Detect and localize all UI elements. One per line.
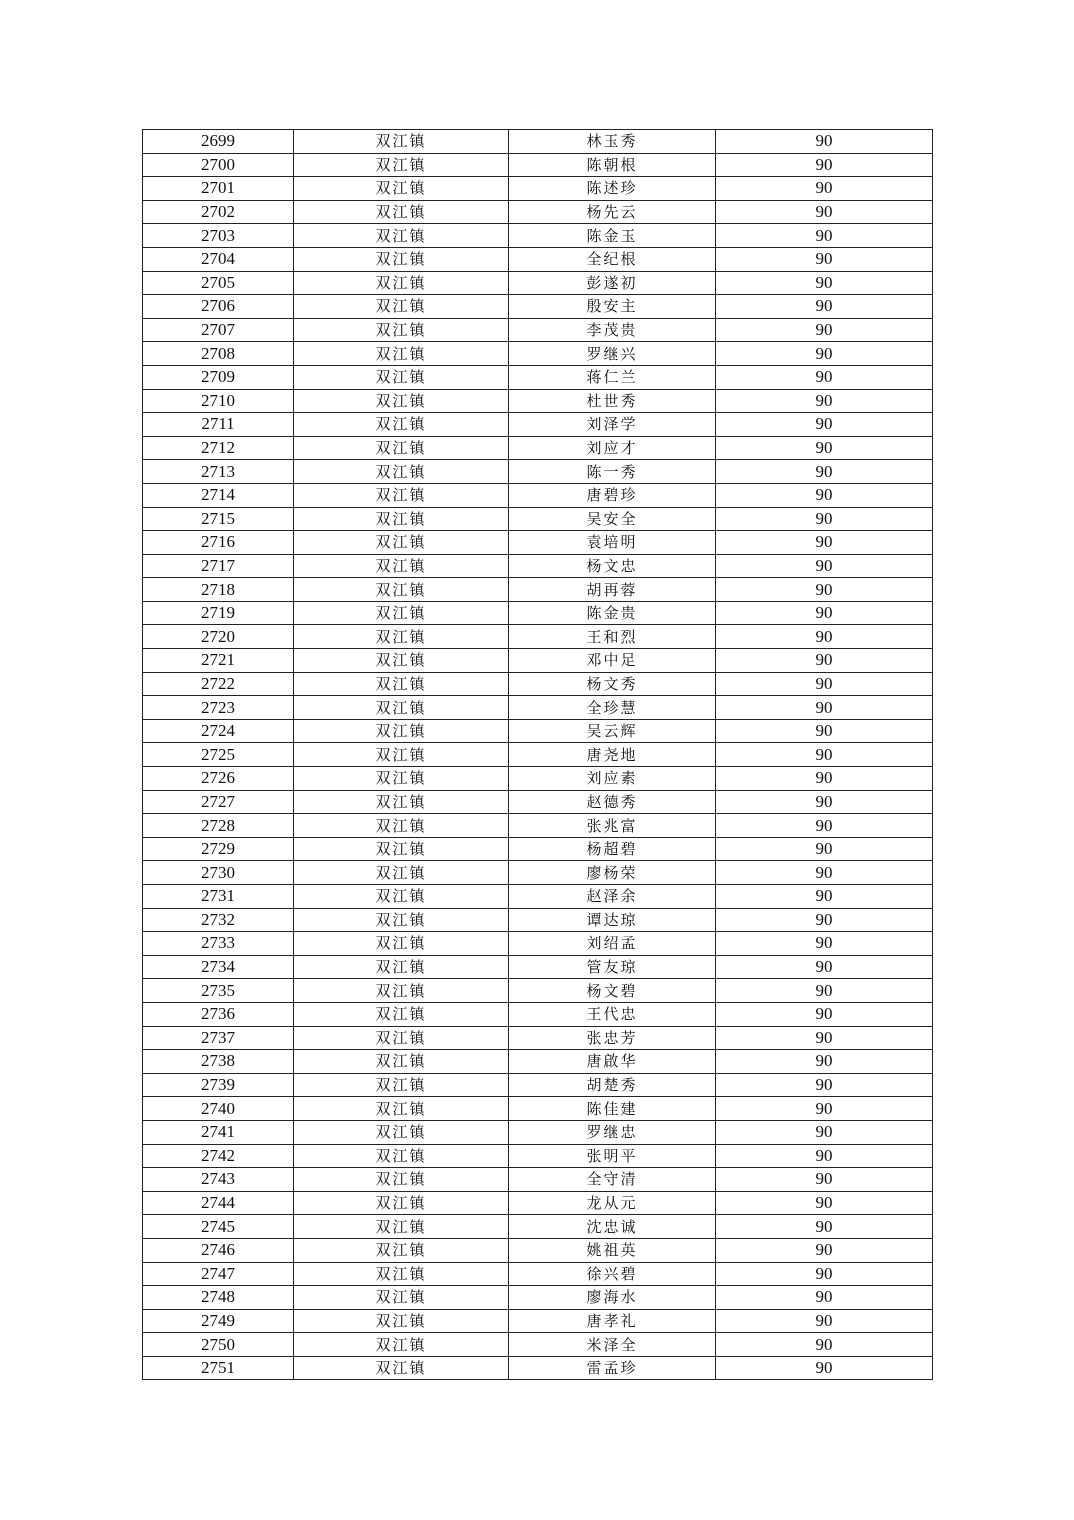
value-cell: 90 — [716, 578, 933, 602]
town-cell: 双江镇 — [294, 696, 509, 720]
person-name-cell: 刘泽学 — [509, 413, 716, 437]
table-row — [143, 1097, 933, 1121]
town-cell: 双江镇 — [294, 861, 509, 885]
town-cell: 双江镇 — [294, 1262, 509, 1286]
person-name-cell: 赵泽余 — [509, 885, 716, 909]
town-cell: 双江镇 — [294, 436, 509, 460]
table-row — [143, 649, 933, 673]
table-row — [143, 177, 933, 201]
serial-number-cell: 2727 — [143, 790, 294, 814]
table-row — [143, 696, 933, 720]
value-cell: 90 — [716, 767, 933, 791]
town-cell: 双江镇 — [294, 1238, 509, 1262]
value-cell: 90 — [716, 649, 933, 673]
town-cell: 双江镇 — [294, 649, 509, 673]
serial-number-cell: 2750 — [143, 1333, 294, 1357]
value-cell: 90 — [716, 1356, 933, 1380]
person-name-cell: 张忠芳 — [509, 1026, 716, 1050]
serial-number-cell: 2708 — [143, 342, 294, 366]
table-row — [143, 625, 933, 649]
value-cell: 90 — [716, 908, 933, 932]
table-row — [143, 1026, 933, 1050]
table-row — [143, 932, 933, 956]
serial-number-cell: 2709 — [143, 365, 294, 389]
serial-number-cell: 2735 — [143, 979, 294, 1003]
town-cell: 双江镇 — [294, 814, 509, 838]
value-cell: 90 — [716, 672, 933, 696]
table-row — [143, 1238, 933, 1262]
value-cell: 90 — [716, 507, 933, 531]
serial-number-cell: 2731 — [143, 885, 294, 909]
serial-number-cell: 2739 — [143, 1073, 294, 1097]
table-row — [143, 814, 933, 838]
serial-number-cell: 2722 — [143, 672, 294, 696]
person-name-cell: 殷安主 — [509, 295, 716, 319]
person-name-cell: 彭遂初 — [509, 271, 716, 295]
value-cell: 90 — [716, 1073, 933, 1097]
table-row — [143, 601, 933, 625]
value-cell: 90 — [716, 318, 933, 342]
person-name-cell: 陈一秀 — [509, 460, 716, 484]
town-cell: 双江镇 — [294, 295, 509, 319]
person-name-cell: 雷孟珍 — [509, 1356, 716, 1380]
table-row — [143, 531, 933, 555]
town-cell: 双江镇 — [294, 1286, 509, 1310]
serial-number-cell: 2712 — [143, 436, 294, 460]
town-cell: 双江镇 — [294, 932, 509, 956]
person-name-cell: 胡再蓉 — [509, 578, 716, 602]
serial-number-cell: 2705 — [143, 271, 294, 295]
table-row — [143, 318, 933, 342]
table-row — [143, 578, 933, 602]
serial-number-cell: 2721 — [143, 649, 294, 673]
person-name-cell: 陈佳建 — [509, 1097, 716, 1121]
serial-number-cell: 2728 — [143, 814, 294, 838]
person-name-cell: 沈忠诚 — [509, 1215, 716, 1239]
value-cell: 90 — [716, 1168, 933, 1192]
value-cell: 90 — [716, 1120, 933, 1144]
table-row — [143, 908, 933, 932]
value-cell: 90 — [716, 1215, 933, 1239]
serial-number-cell: 2724 — [143, 719, 294, 743]
town-cell: 双江镇 — [294, 625, 509, 649]
value-cell: 90 — [716, 1144, 933, 1168]
person-name-cell: 杨超碧 — [509, 837, 716, 861]
serial-number-cell: 2725 — [143, 743, 294, 767]
serial-number-cell: 2745 — [143, 1215, 294, 1239]
person-name-cell: 杨文秀 — [509, 672, 716, 696]
value-cell: 90 — [716, 247, 933, 271]
table-row — [143, 460, 933, 484]
serial-number-cell: 2734 — [143, 955, 294, 979]
person-name-cell: 唐啟华 — [509, 1050, 716, 1074]
serial-number-cell: 2751 — [143, 1356, 294, 1380]
person-name-cell: 吴安全 — [509, 507, 716, 531]
serial-number-cell: 2747 — [143, 1262, 294, 1286]
value-cell: 90 — [716, 177, 933, 201]
town-cell: 双江镇 — [294, 719, 509, 743]
value-cell: 90 — [716, 932, 933, 956]
serial-number-cell: 2723 — [143, 696, 294, 720]
town-cell: 双江镇 — [294, 1191, 509, 1215]
serial-number-cell: 2704 — [143, 247, 294, 271]
town-cell: 双江镇 — [294, 1097, 509, 1121]
value-cell: 90 — [716, 413, 933, 437]
value-cell: 90 — [716, 1097, 933, 1121]
serial-number-cell: 2744 — [143, 1191, 294, 1215]
value-cell: 90 — [716, 837, 933, 861]
person-name-cell: 杨文忠 — [509, 554, 716, 578]
table-row — [143, 200, 933, 224]
value-cell: 90 — [716, 861, 933, 885]
town-cell: 双江镇 — [294, 247, 509, 271]
town-cell: 双江镇 — [294, 318, 509, 342]
town-cell: 双江镇 — [294, 153, 509, 177]
person-name-cell: 杨先云 — [509, 200, 716, 224]
roster-table-body — [143, 130, 933, 1380]
serial-number-cell: 2716 — [143, 531, 294, 555]
table-row — [143, 436, 933, 460]
person-name-cell: 赵德秀 — [509, 790, 716, 814]
table-row — [143, 837, 933, 861]
person-name-cell: 罗继忠 — [509, 1120, 716, 1144]
person-name-cell: 唐尧地 — [509, 743, 716, 767]
value-cell: 90 — [716, 979, 933, 1003]
serial-number-cell: 2710 — [143, 389, 294, 413]
serial-number-cell: 2726 — [143, 767, 294, 791]
person-name-cell: 龙从元 — [509, 1191, 716, 1215]
person-name-cell: 陈朝根 — [509, 153, 716, 177]
town-cell: 双江镇 — [294, 743, 509, 767]
town-cell: 双江镇 — [294, 1144, 509, 1168]
town-cell: 双江镇 — [294, 342, 509, 366]
serial-number-cell: 2714 — [143, 483, 294, 507]
serial-number-cell: 2701 — [143, 177, 294, 201]
table-row — [143, 1168, 933, 1192]
value-cell: 90 — [716, 601, 933, 625]
serial-number-cell: 2740 — [143, 1097, 294, 1121]
value-cell: 90 — [716, 1026, 933, 1050]
value-cell: 90 — [716, 531, 933, 555]
town-cell: 双江镇 — [294, 790, 509, 814]
town-cell: 双江镇 — [294, 177, 509, 201]
town-cell: 双江镇 — [294, 554, 509, 578]
serial-number-cell: 2736 — [143, 1002, 294, 1026]
town-cell: 双江镇 — [294, 1356, 509, 1380]
person-name-cell: 李茂贵 — [509, 318, 716, 342]
serial-number-cell: 2717 — [143, 554, 294, 578]
value-cell: 90 — [716, 1309, 933, 1333]
value-cell: 90 — [716, 271, 933, 295]
table-row — [143, 955, 933, 979]
serial-number-cell: 2699 — [143, 130, 294, 154]
person-name-cell: 邓中足 — [509, 649, 716, 673]
person-name-cell: 唐碧珍 — [509, 483, 716, 507]
serial-number-cell: 2746 — [143, 1238, 294, 1262]
town-cell: 双江镇 — [294, 1333, 509, 1357]
table-row — [143, 554, 933, 578]
value-cell: 90 — [716, 1191, 933, 1215]
person-name-cell: 陈述珍 — [509, 177, 716, 201]
person-name-cell: 谭达琼 — [509, 908, 716, 932]
person-name-cell: 袁培明 — [509, 531, 716, 555]
person-name-cell: 刘绍孟 — [509, 932, 716, 956]
town-cell: 双江镇 — [294, 578, 509, 602]
table-row — [143, 885, 933, 909]
serial-number-cell: 2729 — [143, 837, 294, 861]
value-cell: 90 — [716, 554, 933, 578]
table-row — [143, 1050, 933, 1074]
serial-number-cell: 2733 — [143, 932, 294, 956]
table-row — [143, 790, 933, 814]
table-row — [143, 979, 933, 1003]
serial-number-cell: 2738 — [143, 1050, 294, 1074]
value-cell: 90 — [716, 483, 933, 507]
table-row — [143, 861, 933, 885]
table-row — [143, 271, 933, 295]
table-row — [143, 767, 933, 791]
serial-number-cell: 2711 — [143, 413, 294, 437]
person-name-cell: 陈金贵 — [509, 601, 716, 625]
value-cell: 90 — [716, 224, 933, 248]
table-row — [143, 1073, 933, 1097]
person-name-cell: 蒋仁兰 — [509, 365, 716, 389]
town-cell: 双江镇 — [294, 885, 509, 909]
value-cell: 90 — [716, 955, 933, 979]
town-cell: 双江镇 — [294, 507, 509, 531]
serial-number-cell: 2702 — [143, 200, 294, 224]
person-name-cell: 唐孝礼 — [509, 1309, 716, 1333]
person-name-cell: 廖杨荣 — [509, 861, 716, 885]
town-cell: 双江镇 — [294, 1002, 509, 1026]
person-name-cell: 吴云辉 — [509, 719, 716, 743]
serial-number-cell: 2748 — [143, 1286, 294, 1310]
town-cell: 双江镇 — [294, 531, 509, 555]
serial-number-cell: 2718 — [143, 578, 294, 602]
town-cell: 双江镇 — [294, 1309, 509, 1333]
table-row — [143, 224, 933, 248]
table-row — [143, 1215, 933, 1239]
person-name-cell: 张兆富 — [509, 814, 716, 838]
person-name-cell: 罗继兴 — [509, 342, 716, 366]
table-row — [143, 1333, 933, 1357]
town-cell: 双江镇 — [294, 767, 509, 791]
value-cell: 90 — [716, 719, 933, 743]
value-cell: 90 — [716, 743, 933, 767]
town-cell: 双江镇 — [294, 200, 509, 224]
serial-number-cell: 2741 — [143, 1120, 294, 1144]
town-cell: 双江镇 — [294, 389, 509, 413]
person-name-cell: 陈金玉 — [509, 224, 716, 248]
table-row — [143, 507, 933, 531]
town-cell: 双江镇 — [294, 271, 509, 295]
table-row — [143, 389, 933, 413]
serial-number-cell: 2737 — [143, 1026, 294, 1050]
person-name-cell: 廖海水 — [509, 1286, 716, 1310]
person-name-cell: 米泽全 — [509, 1333, 716, 1357]
town-cell: 双江镇 — [294, 460, 509, 484]
value-cell: 90 — [716, 389, 933, 413]
town-cell: 双江镇 — [294, 1026, 509, 1050]
table-row — [143, 1002, 933, 1026]
table-row — [143, 672, 933, 696]
value-cell: 90 — [716, 1050, 933, 1074]
table-row — [143, 247, 933, 271]
town-cell: 双江镇 — [294, 130, 509, 154]
value-cell: 90 — [716, 130, 933, 154]
person-name-cell: 林玉秀 — [509, 130, 716, 154]
value-cell: 90 — [716, 153, 933, 177]
town-cell: 双江镇 — [294, 979, 509, 1003]
serial-number-cell: 2719 — [143, 601, 294, 625]
value-cell: 90 — [716, 885, 933, 909]
serial-number-cell: 2713 — [143, 460, 294, 484]
town-cell: 双江镇 — [294, 955, 509, 979]
value-cell: 90 — [716, 625, 933, 649]
town-cell: 双江镇 — [294, 1215, 509, 1239]
town-cell: 双江镇 — [294, 1168, 509, 1192]
serial-number-cell: 2742 — [143, 1144, 294, 1168]
person-name-cell: 张明平 — [509, 1144, 716, 1168]
value-cell: 90 — [716, 1002, 933, 1026]
table-row — [143, 1191, 933, 1215]
town-cell: 双江镇 — [294, 365, 509, 389]
person-name-cell: 管友琼 — [509, 955, 716, 979]
table-row — [143, 153, 933, 177]
person-name-cell: 刘应才 — [509, 436, 716, 460]
table-row — [143, 743, 933, 767]
person-name-cell: 徐兴碧 — [509, 1262, 716, 1286]
value-cell: 90 — [716, 460, 933, 484]
table-row — [143, 1356, 933, 1380]
town-cell: 双江镇 — [294, 1073, 509, 1097]
person-name-cell: 全纪根 — [509, 247, 716, 271]
serial-number-cell: 2703 — [143, 224, 294, 248]
person-name-cell: 杨文碧 — [509, 979, 716, 1003]
person-name-cell: 胡楚秀 — [509, 1073, 716, 1097]
value-cell: 90 — [716, 1238, 933, 1262]
serial-number-cell: 2707 — [143, 318, 294, 342]
value-cell: 90 — [716, 342, 933, 366]
value-cell: 90 — [716, 365, 933, 389]
person-name-cell: 全守清 — [509, 1168, 716, 1192]
table-row — [143, 1144, 933, 1168]
value-cell: 90 — [716, 790, 933, 814]
table-row — [143, 342, 933, 366]
serial-number-cell: 2743 — [143, 1168, 294, 1192]
person-name-cell: 王和烈 — [509, 625, 716, 649]
town-cell: 双江镇 — [294, 1050, 509, 1074]
table-row — [143, 1262, 933, 1286]
value-cell: 90 — [716, 814, 933, 838]
table-row — [143, 413, 933, 437]
value-cell: 90 — [716, 1262, 933, 1286]
town-cell: 双江镇 — [294, 224, 509, 248]
person-name-cell: 姚祖英 — [509, 1238, 716, 1262]
serial-number-cell: 2700 — [143, 153, 294, 177]
roster-table — [142, 129, 933, 1380]
table-row — [143, 295, 933, 319]
table-row — [143, 483, 933, 507]
serial-number-cell: 2706 — [143, 295, 294, 319]
value-cell: 90 — [716, 295, 933, 319]
town-cell: 双江镇 — [294, 413, 509, 437]
town-cell: 双江镇 — [294, 1120, 509, 1144]
person-name-cell: 全珍慧 — [509, 696, 716, 720]
person-name-cell: 王代忠 — [509, 1002, 716, 1026]
value-cell: 90 — [716, 1333, 933, 1357]
value-cell: 90 — [716, 436, 933, 460]
table-row — [143, 130, 933, 154]
value-cell: 90 — [716, 696, 933, 720]
town-cell: 双江镇 — [294, 837, 509, 861]
table-row — [143, 1120, 933, 1144]
town-cell: 双江镇 — [294, 672, 509, 696]
table-row — [143, 1286, 933, 1310]
serial-number-cell: 2715 — [143, 507, 294, 531]
table-row — [143, 719, 933, 743]
serial-number-cell: 2730 — [143, 861, 294, 885]
town-cell: 双江镇 — [294, 483, 509, 507]
person-name-cell: 刘应素 — [509, 767, 716, 791]
town-cell: 双江镇 — [294, 908, 509, 932]
serial-number-cell: 2720 — [143, 625, 294, 649]
value-cell: 90 — [716, 200, 933, 224]
serial-number-cell: 2732 — [143, 908, 294, 932]
person-name-cell: 杜世秀 — [509, 389, 716, 413]
table-row — [143, 1309, 933, 1333]
table-row — [143, 365, 933, 389]
serial-number-cell: 2749 — [143, 1309, 294, 1333]
town-cell: 双江镇 — [294, 601, 509, 625]
value-cell: 90 — [716, 1286, 933, 1310]
